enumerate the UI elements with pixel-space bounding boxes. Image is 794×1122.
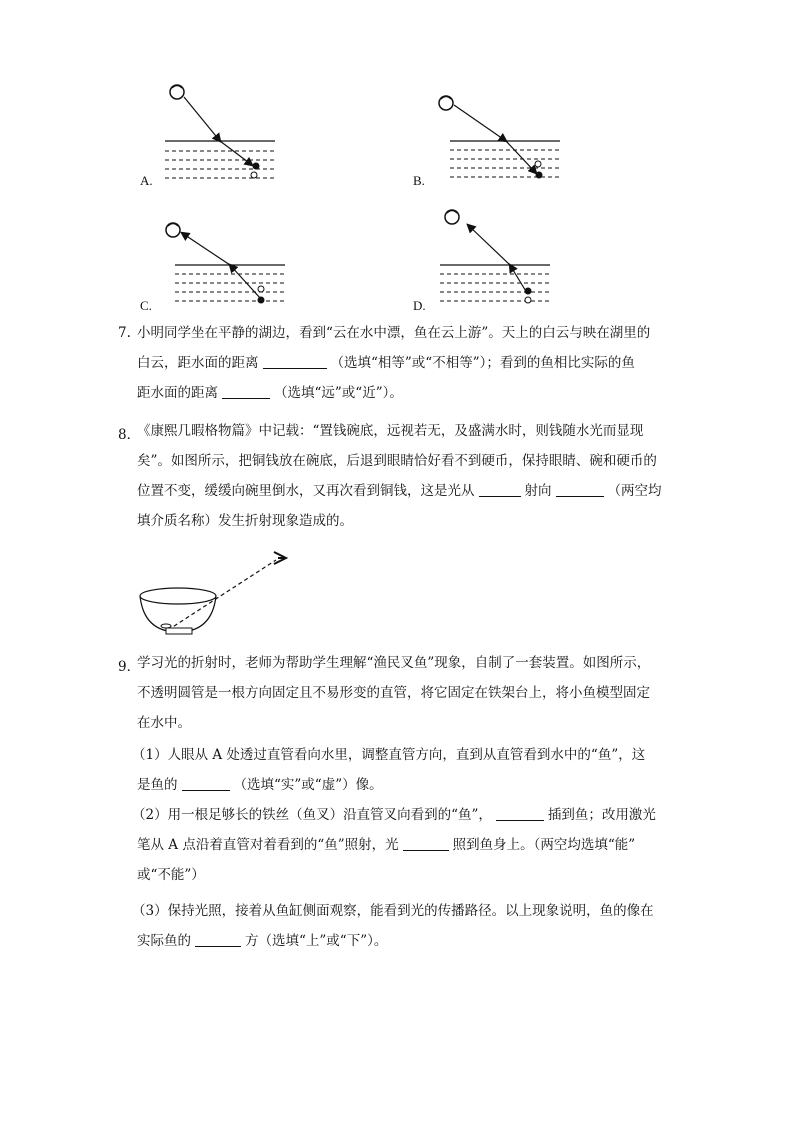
q7-text: （选填“远”或“近”）。 (274, 385, 403, 401)
eye-icon (445, 210, 459, 224)
option-d-label: D. (413, 298, 426, 313)
question-9-part-2 (132, 800, 702, 890)
answer-blank[interactable] (403, 836, 449, 851)
answer-blank[interactable] (263, 354, 327, 369)
q9-text: （选填“实”或“虚”）像。 (233, 777, 383, 793)
question-9 (137, 648, 707, 738)
answer-blank[interactable] (496, 806, 544, 821)
light-ray (468, 225, 510, 265)
q8-line-2: 矣”。如图所示，把铜钱放在碗底，后退到眼睛恰好看不到硬币，保持眼睛、碗和硬币的 (137, 453, 657, 469)
answer-blank[interactable] (556, 482, 604, 497)
fish-icon (258, 297, 265, 304)
q7-text: 距水面的距离 (137, 385, 218, 401)
q9-number: 9． (118, 659, 141, 675)
eye-icon (170, 85, 184, 99)
q9-sub2-line-3: 或“不能”） (137, 867, 205, 883)
q9-text: 笔从 A 点沿着直管对着看到的“鱼”照射，光 (137, 837, 399, 853)
q9-text: （2）用一根足够长的铁丝（鱼叉）沿直管叉向看到的“鱼”， (132, 807, 492, 823)
fish-image-icon (525, 297, 531, 303)
q9-line-3: 在水中。 (137, 715, 191, 731)
eye-icon (166, 223, 180, 237)
bowl-rim (140, 588, 216, 604)
option-a-label: A. (140, 173, 153, 188)
figure-bowl (138, 548, 298, 643)
q7-text: （选填“相等”或“不相等”）；看到的鱼相比实际的鱼 (330, 355, 635, 371)
light-ray (184, 97, 220, 141)
answer-blank[interactable] (222, 384, 270, 399)
figure-option-d (430, 205, 570, 310)
q9-line-1: 学习光的折射时，老师为帮助学生理解“渔民叉鱼”现象，自制了一套装置。如图所示， (137, 655, 651, 671)
question-8 (137, 416, 707, 536)
question-7 (137, 318, 707, 408)
q8-text: 位置不变，缓缓向碗里倒水，又再次看到铜钱，这是光从 (137, 483, 475, 499)
eye-icon (274, 552, 286, 564)
q8-line-4: 填介质名称）发生折射现象造成的。 (137, 513, 353, 529)
answer-blank[interactable] (195, 932, 241, 947)
q7-line-1: 小明同学坐在平静的湖边，看到“云在水中漂，鱼在云上游”。天上的白云与映在湖里的 (137, 325, 651, 341)
fish-icon (525, 288, 532, 295)
option-c-label: C. (140, 298, 152, 313)
question-9-part-3 (132, 896, 702, 956)
bowl-base (166, 628, 192, 634)
coin-icon (161, 624, 171, 628)
q7-number: 7. (118, 325, 131, 341)
light-ray (182, 233, 230, 265)
eye-icon (439, 96, 453, 110)
answer-blank[interactable] (182, 776, 230, 791)
q9-text: 插到鱼；改用激光 (547, 807, 656, 823)
q8-number: 8． (118, 427, 141, 443)
figure-option-c (160, 215, 300, 315)
q9-line-2: 不透明圆管是一根方向固定且不易形变的直管，将它固定在铁架台上，将小鱼模型固定 (137, 685, 650, 701)
question-9-part-1 (132, 740, 702, 800)
fish-icon (253, 163, 260, 170)
figure-option-b (430, 85, 570, 185)
light-ray (454, 105, 506, 141)
option-b-label: B. (413, 173, 425, 188)
fish-image-icon (258, 286, 264, 292)
q8-line-1: 《康熙几暇格物篇》中记载：“置钱碗底，远视若无，及盛满水时，则钱随水光而显现 (137, 423, 644, 439)
q9-sub1-line-1: （1）人眼从 A 处透过直管看向水里，调整直管方向，直到从直管看到水中的“鱼”，这 (132, 747, 646, 763)
q9-text: 是鱼的 (137, 777, 178, 793)
fish-image-icon (251, 172, 257, 178)
q8-text: 射向 (524, 483, 552, 499)
q9-text: 方（选填“上”或“下”）。 (245, 933, 388, 949)
q9-text: 照到鱼身上。（两空均选填“能” (452, 837, 636, 853)
q9-text: 实际鱼的 (137, 933, 191, 949)
figure-option-a (150, 75, 290, 185)
q8-text: （两空均 (607, 483, 662, 499)
fish-image-icon (535, 161, 541, 167)
q7-text: 白云，距水面的距离 (137, 355, 259, 371)
q9-sub3-line-1: （3）保持光照，接着从鱼缸侧面观察，能看到光的传播路径。以上现象说明，鱼的像在 (132, 903, 654, 919)
answer-blank[interactable] (479, 482, 521, 497)
fish-icon (536, 172, 543, 179)
